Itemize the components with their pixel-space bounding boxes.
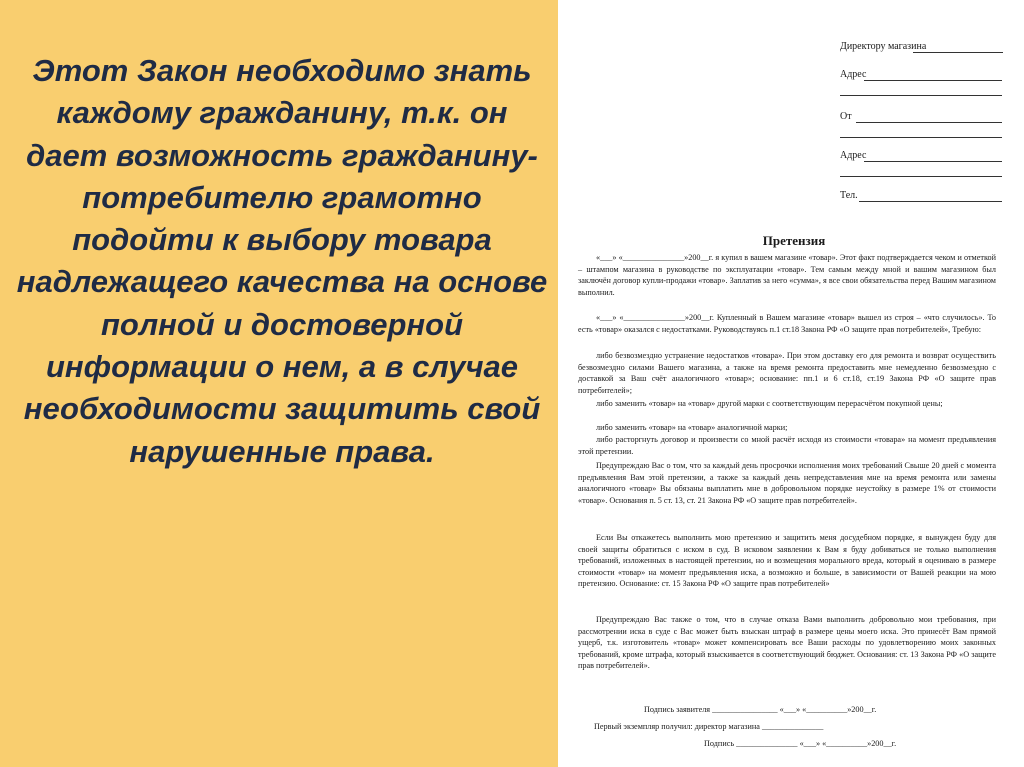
claim-paragraph: «___» «_______________»200__г. Купленный в Вашем магазине «товар» вышел из строя – «что случилось». То есть «товар» оказался с недостатками. Руководствуясь п.1 ст.18 Закона РФ «О защите прав потребителей», Требую: — [578, 313, 996, 334]
director-signature-line: Подпись _______________ «___» «__________»200__г. — [704, 739, 897, 748]
header-address-label: Адрес — [840, 69, 867, 80]
document-title: Претензия — [762, 233, 826, 248]
header-line — [864, 161, 1002, 162]
slide-main-text: Этот Закон необходимо знать каждому гражданину, т.к. он дает возможность гражданину-потребителю грамотно подойти к выбору товара надлежащего качества на основе полной и достоверной информации о нем, а в случае необходимости защитить свой нарушенные права. — [16, 53, 548, 469]
claim-paragraph: Если Вы откажетесь выполнить мою претензию и защитить меня досудебном порядке, я вынужден буду для своей защиты обратиться с иском в суд. В исковом заявлении к Вам я буду добиваться не только выполнения требований, изложенных в настоящей претензии, но и возмещения морального вреда, который я оцениваю в размере стоимости «товар» на момент предъявления иска, а возможно и больше, в зависимости от Вашей реакции на мою претензию. Основание: ст. 15 Закона РФ «О защите прав потребителей» — [578, 533, 996, 589]
claim-paragraph: либо заменить «товар» на «товар» другой марки с соответствующим перерасчётом покупной цены; — [596, 399, 943, 408]
claim-paragraph: либо расторгнуть договор и произвести со мной расчёт исходя из стоимости «товара» на момент предъявления этой претензии. — [578, 435, 996, 456]
header-line — [864, 80, 1002, 81]
header-from-label: От — [840, 111, 852, 122]
header-phone-label: Тел. — [840, 190, 858, 201]
receipt-line: Первый экземпляр получил: директор магазина _______________ — [594, 722, 824, 731]
claim-paragraph: Предупреждаю Вас также о том, что в случае отказа Вами выполнить добровольно мои требования, при рассмотрении иска в суде с Вас может быть взыскан штраф в размере цены моего иска. Это принесёт Вам прямой ущерб, т.к. изготовитель «товар» может компенсировать все Ваши расходы по удовлетворению моих законных требований, кроме штрафа, который взыскивается в соответствующий бюджет. Основания: ст. 13 Закона РФ «О защите прав потребителей». — [578, 615, 996, 671]
header-line — [840, 137, 1002, 138]
claim-paragraph: либо безвозмездно устранение недостатков «товара». При этом доставку его для ремонта и возврат осуществить безвозмездно силами Вашего магазина, а также на время ремонта предоставить мне немедленно безвозмездно с доставкой за Ваш счёт аналогичного «товар»; основание: пп.1 и 6 ст.18, ст.19 Закона РФ «О защите прав потребителей»; — [578, 351, 996, 395]
claim-paragraph: «___» «_______________»200__г. я купил в вашем магазине «товар». Этот факт подтверждается чеком и отметкой – штампом магазина в руководстве по эксплуатации «товар». Тем самым между мной и вашим магазином был заключён договор купли-продажи «товар». Заплатив за него «сумма», я все свои обязательства перед Вашим магазином выполнил. — [578, 253, 996, 297]
header-line — [840, 176, 1002, 177]
header-line — [856, 122, 1002, 123]
header-line — [840, 95, 1002, 96]
header-recipient: Директору магазина — [840, 41, 927, 52]
claim-document-image — [564, 0, 1024, 767]
header-line — [859, 201, 1002, 202]
header-address2-label: Адрес — [840, 150, 867, 161]
claim-paragraph: Предупреждаю Вас о том, что за каждый день просрочки исполнения моих требований Свыше 20 дней с момента предъявления Вам этой претензии, а также за каждый день непредставления мне на время ремонта или замены аналогичного «товар» Вы обязаны выплатить мне в добровольном порядке неустойку в размере 1% от стоимости «товар». Основания п. 5 ст. 13, ст. 21 Закона РФ «О защите прав потребителей». — [578, 461, 996, 505]
applicant-signature-line: Подпись заявителя ________________ «___» «__________»200__г. — [644, 705, 877, 714]
claim-paragraph: либо заменить «товар» на «товар» аналогичной марки; — [596, 423, 788, 432]
header-line — [913, 52, 1003, 53]
